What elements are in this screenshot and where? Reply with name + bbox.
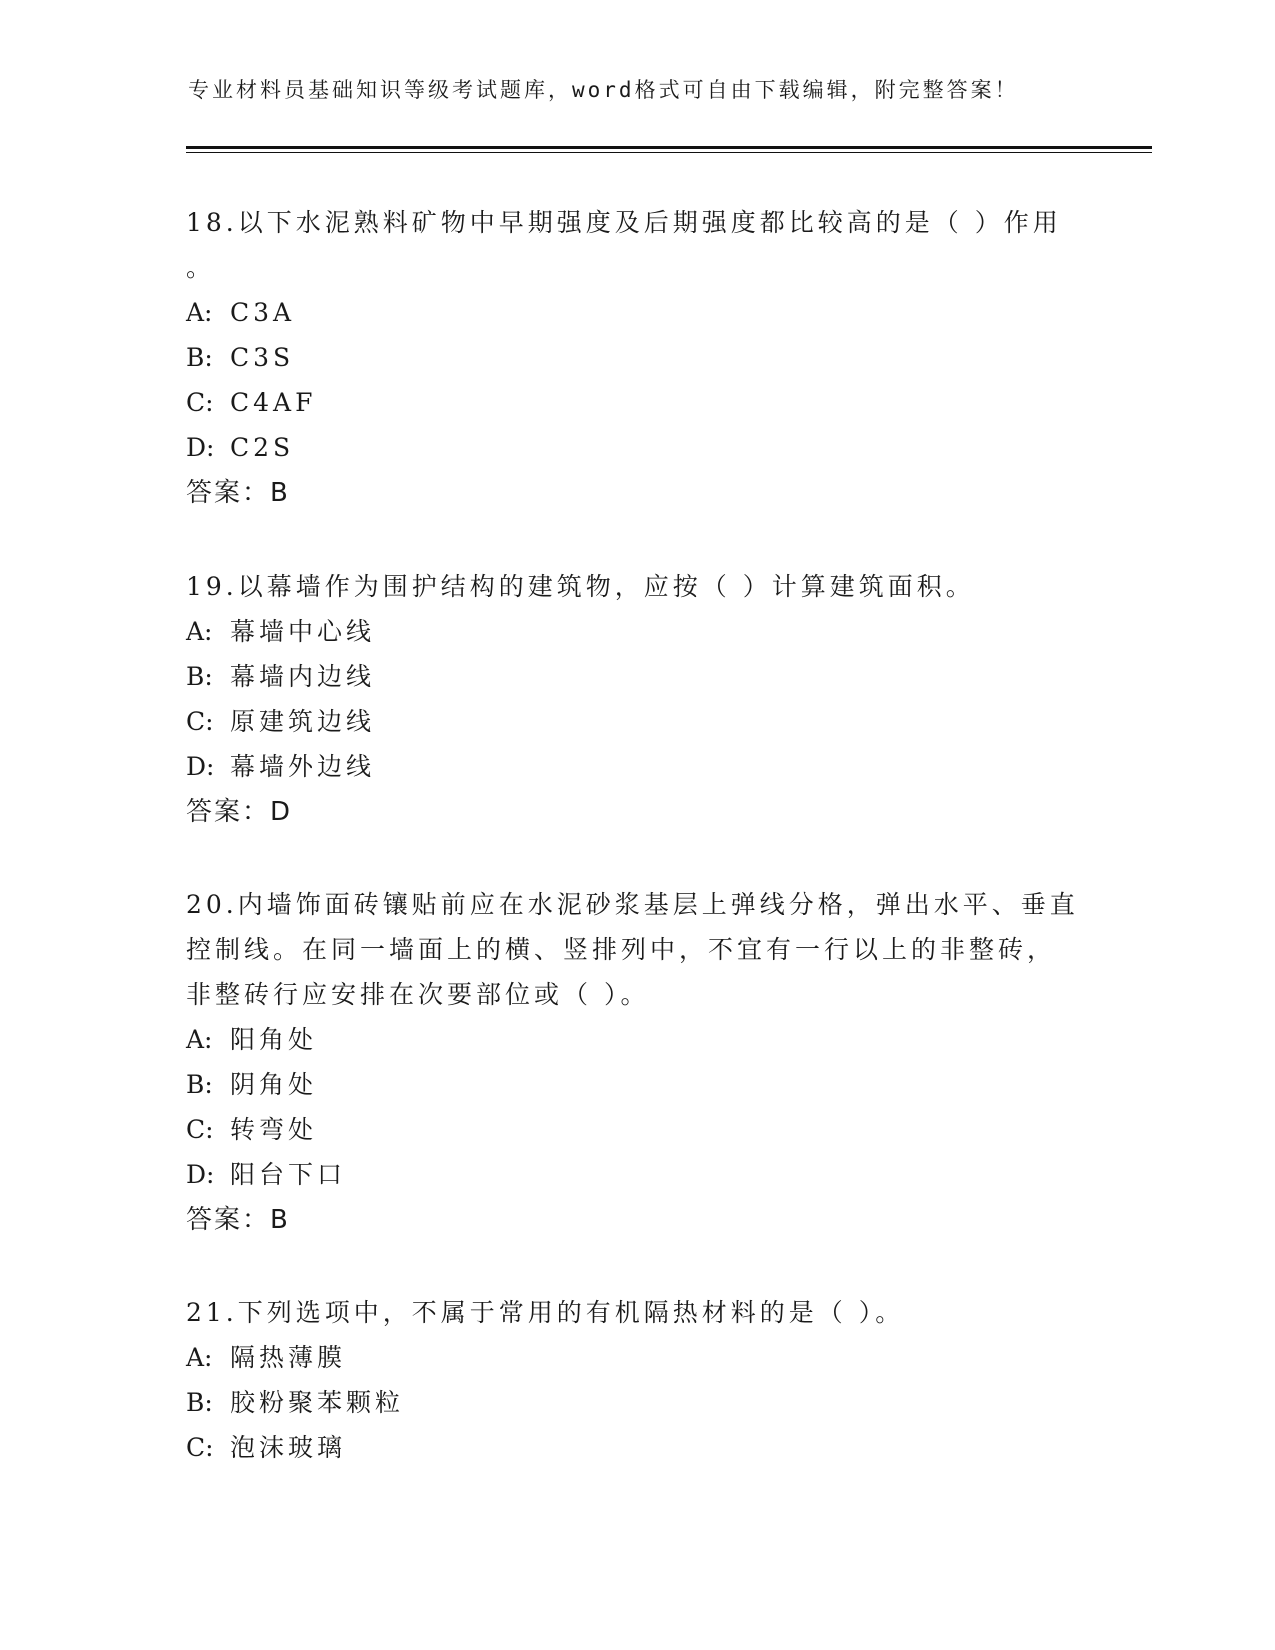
option-letter: B:: [186, 662, 213, 691]
option-letter: C:: [186, 1433, 214, 1462]
option-letter: D:: [186, 433, 215, 462]
answer-text: 答案：B: [186, 478, 290, 508]
option-b: [186, 1380, 1086, 1425]
option-text: 隔热薄膜: [230, 1343, 347, 1372]
question-18: [186, 200, 1086, 516]
stem-line: 非整砖行应安排在次要部位或（ ）。: [186, 980, 650, 1009]
option-text: C3S: [230, 343, 295, 372]
question-stem: [186, 1290, 1086, 1335]
option-letter: D:: [186, 1160, 215, 1189]
question-19: [186, 564, 1086, 835]
option-a: [186, 1335, 1086, 1380]
answer-text: 答案：D: [186, 797, 293, 827]
option-text: 原建筑边线: [230, 707, 376, 736]
option-a: [186, 290, 1086, 335]
page-header-title: 专业材料员基础知识等级考试题库，word格式可自由下载编辑，附完整答案！: [188, 78, 1019, 102]
option-d: [186, 1152, 1086, 1197]
option-c: [186, 380, 1086, 425]
stem-line: 。: [186, 253, 216, 282]
option-b: [186, 335, 1086, 380]
option-a: [186, 609, 1086, 654]
question-stem: [186, 564, 1086, 609]
option-c: [186, 1425, 1086, 1470]
stem-line: 控制线。在同一墙面上的横、竖排列中，不宜有一行以上的非整砖，: [186, 935, 1057, 964]
option-letter: A:: [186, 298, 213, 327]
option-text: 阳台下口: [230, 1160, 347, 1189]
option-letter: B:: [186, 1388, 213, 1417]
option-text: 阴角处: [230, 1070, 318, 1099]
stem-line: 19.以幕墙作为围护结构的建筑物，应按（ ）计算建筑面积。: [186, 572, 975, 601]
option-letter: A:: [186, 617, 213, 646]
option-c: [186, 699, 1086, 744]
answer-text: 答案：B: [186, 1205, 290, 1235]
question-stem: [186, 200, 1086, 290]
option-letter: A:: [186, 1343, 213, 1372]
header-rule-thick: [186, 146, 1152, 149]
stem-line: 21.下列选项中，不属于常用的有机隔热材料的是（ ）。: [186, 1298, 905, 1327]
option-b: [186, 1062, 1086, 1107]
option-text: C4AF: [230, 388, 317, 417]
option-text: 幕墙中心线: [230, 617, 376, 646]
option-text: 阳角处: [230, 1025, 318, 1054]
option-text: C2S: [230, 433, 295, 462]
option-letter: A:: [186, 1025, 213, 1054]
header-rule-thin: [186, 152, 1152, 153]
option-text: 胶粉聚苯颗粒: [230, 1388, 405, 1417]
option-b: [186, 654, 1086, 699]
option-letter: D:: [186, 752, 215, 781]
option-text: 转弯处: [230, 1115, 318, 1144]
option-text: 幕墙外边线: [230, 752, 376, 781]
option-text: C3A: [230, 298, 296, 327]
stem-line: 18.以下水泥熟料矿物中早期强度及后期强度都比较高的是（ ）作用: [186, 208, 1062, 237]
option-d: [186, 425, 1086, 470]
option-text: 泡沫玻璃: [230, 1433, 347, 1462]
question-21: [186, 1290, 1086, 1470]
stem-line: 20.内墙饰面砖镶贴前应在水泥砂浆基层上弹线分格，弹出水平、垂直: [186, 890, 1079, 919]
option-text: 幕墙内边线: [230, 662, 376, 691]
option-letter: B:: [186, 343, 213, 372]
option-letter: B:: [186, 1070, 213, 1099]
option-letter: C:: [186, 1115, 214, 1144]
option-d: [186, 744, 1086, 789]
question-20: [186, 882, 1086, 1243]
option-letter: C:: [186, 388, 214, 417]
question-stem: [186, 882, 1086, 1017]
option-letter: C:: [186, 707, 214, 736]
option-c: [186, 1107, 1086, 1152]
option-a: [186, 1017, 1086, 1062]
